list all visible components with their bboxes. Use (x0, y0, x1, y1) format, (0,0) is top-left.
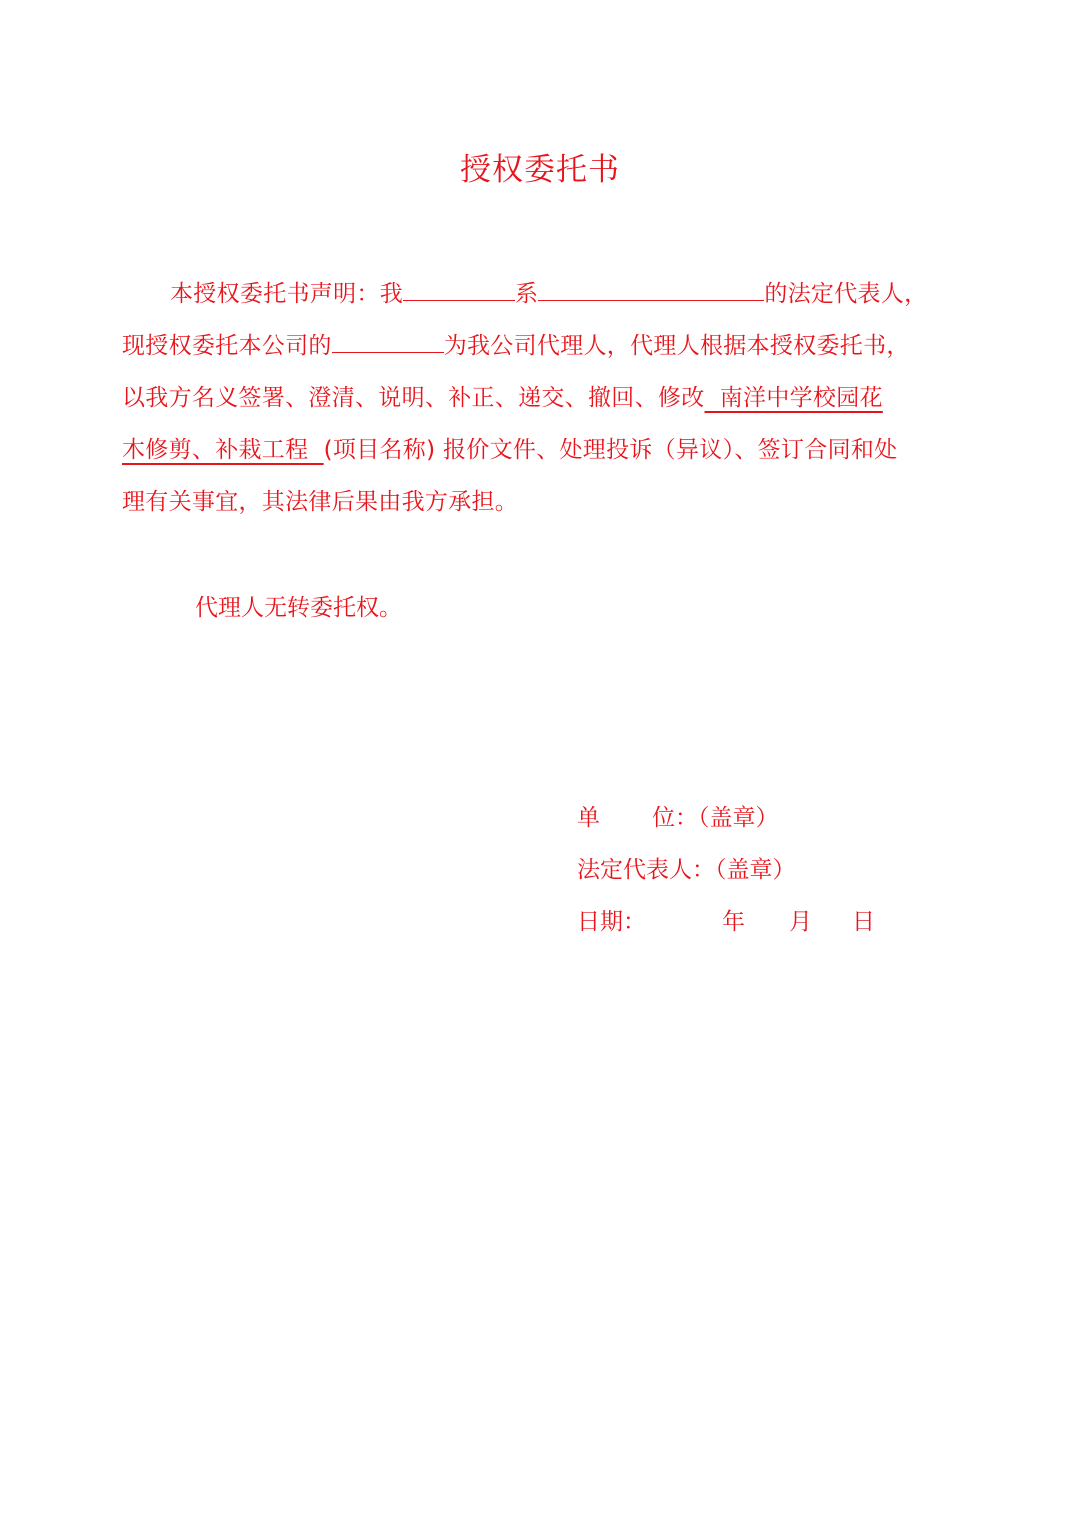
project-suffix-text: (项目名称) 报价文件、处理投诉（异议）、签订合同和处 (323, 437, 898, 463)
project-name-part-1: 南洋中学校园花 (704, 385, 883, 411)
declaration-paragraph (122, 268, 960, 528)
paragraph-line-4 (122, 424, 960, 476)
project-name-part-2: 木修剪、补栽工程 (122, 437, 324, 463)
company-blank (538, 268, 764, 301)
authorize-text: 现授权委托本公司的 (122, 333, 332, 359)
paragraph-line-1 (122, 268, 960, 320)
paragraph-line-2 (122, 320, 960, 372)
legal-rep-label: 法定代表人： (577, 857, 715, 883)
no-subdelegation-note: 代理人无转委托权。 (195, 595, 402, 621)
powers-text: 以我方名义签署、澄清、说明、补正、递交、撤回、修改 (122, 385, 705, 411)
date-day: 日 (852, 909, 875, 935)
declaration-intro: 本授权委托书声明：我 (170, 281, 403, 307)
unit-label-char-2: 位： (652, 805, 698, 831)
unit-row (577, 792, 875, 844)
document-title: 授权委托书 (460, 152, 620, 188)
date-label: 日期： (577, 909, 646, 935)
signature-block (577, 792, 875, 948)
paragraph-line-5 (122, 476, 960, 528)
unit-label-char-1: 单 (577, 805, 600, 831)
name-blank (403, 268, 515, 301)
unit-seal: （盖章） (698, 805, 779, 831)
agent-text: 为我公司代理人，代理人根据本授权委托书， (443, 333, 910, 359)
legal-rep-seal: （盖章） (715, 857, 796, 883)
date-month: 月 (789, 909, 812, 935)
date-year: 年 (722, 909, 745, 935)
liability-text: 理有关事宜，其法律后果由我方承担。 (122, 489, 519, 515)
relation-text: 系 (515, 281, 539, 307)
date-row (577, 896, 875, 948)
legal-rep-row (577, 844, 875, 896)
agent-blank (332, 320, 444, 353)
legal-rep-text: 的法定代表人， (764, 281, 928, 307)
paragraph-line-3 (122, 372, 960, 424)
